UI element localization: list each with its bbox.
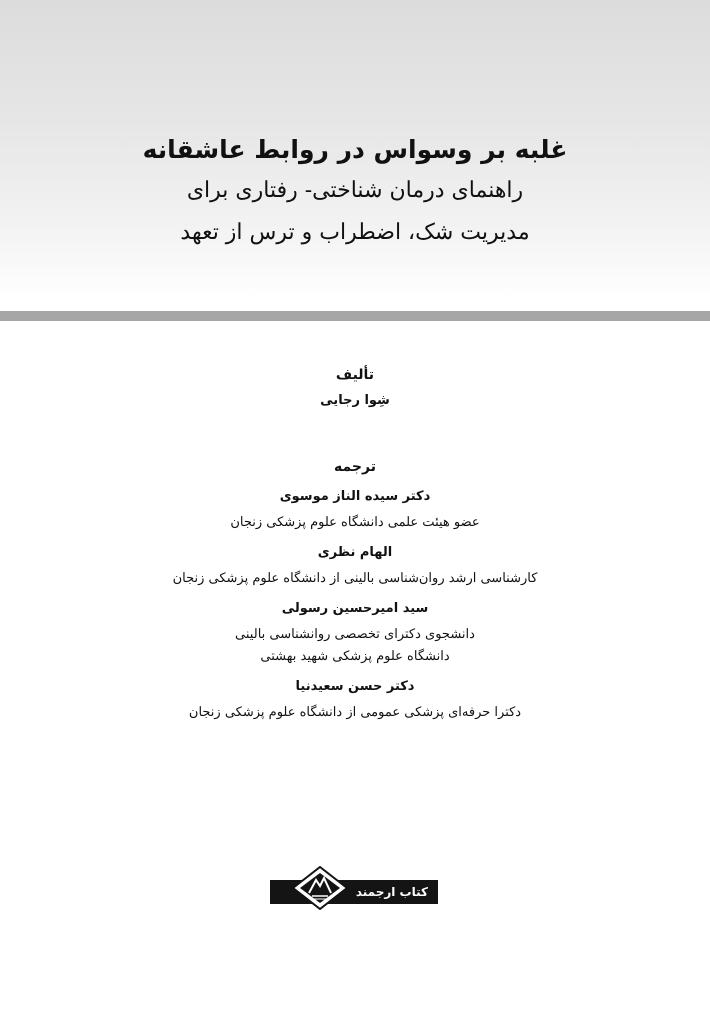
book-subtitle-line-1: راهنمای درمان شناختی- رفتاری برای xyxy=(186,178,524,203)
publisher-name: کتاب ارجمند xyxy=(355,885,428,899)
title-block xyxy=(0,130,710,254)
translator-role: عضو هیئت علمی دانشگاه علوم پزشکی زنجان xyxy=(230,515,480,530)
translator-name: سید امیرحسین رسولی xyxy=(281,601,429,616)
translator-entry xyxy=(0,542,710,590)
credits-block xyxy=(0,364,710,724)
book-title: غلبه بر وسواس در روابط عاشقانه xyxy=(142,135,568,164)
translator-role: دانشگاه علوم پزشکی شهید بهشتی xyxy=(260,649,450,664)
translator-name: دکتر حسن سعیدنیا xyxy=(295,679,415,694)
arjmand-book-logo-icon xyxy=(292,866,348,910)
translator-role: دانشجوی دکترای تخصصی روانشناسی بالینی xyxy=(235,627,475,642)
translator-name: الهام نظری xyxy=(317,545,393,560)
book-subtitle-line-2: مدیریت شک، اضطراب و ترس از تعهد xyxy=(180,220,530,245)
translator-role: دکترا حرفه‌ای پزشکی عمومی از دانشگاه علوم پزشکی زنجان xyxy=(188,705,522,720)
translator-entry xyxy=(0,486,710,534)
translator-entry xyxy=(0,598,710,668)
author-name: شِوا رجایی xyxy=(320,393,390,408)
authorship-label: تألیف xyxy=(335,367,375,383)
translation-label: ترجمه xyxy=(334,459,376,475)
header-divider xyxy=(0,311,710,321)
translator-entry xyxy=(0,676,710,724)
translator-name: دکتر سیده الناز موسوی xyxy=(279,489,431,504)
publisher-badge xyxy=(270,866,440,910)
translator-role: کارشناسی ارشد روان‌شناسی بالینی از دانشگاه علوم پزشکی زنجان xyxy=(172,571,538,586)
